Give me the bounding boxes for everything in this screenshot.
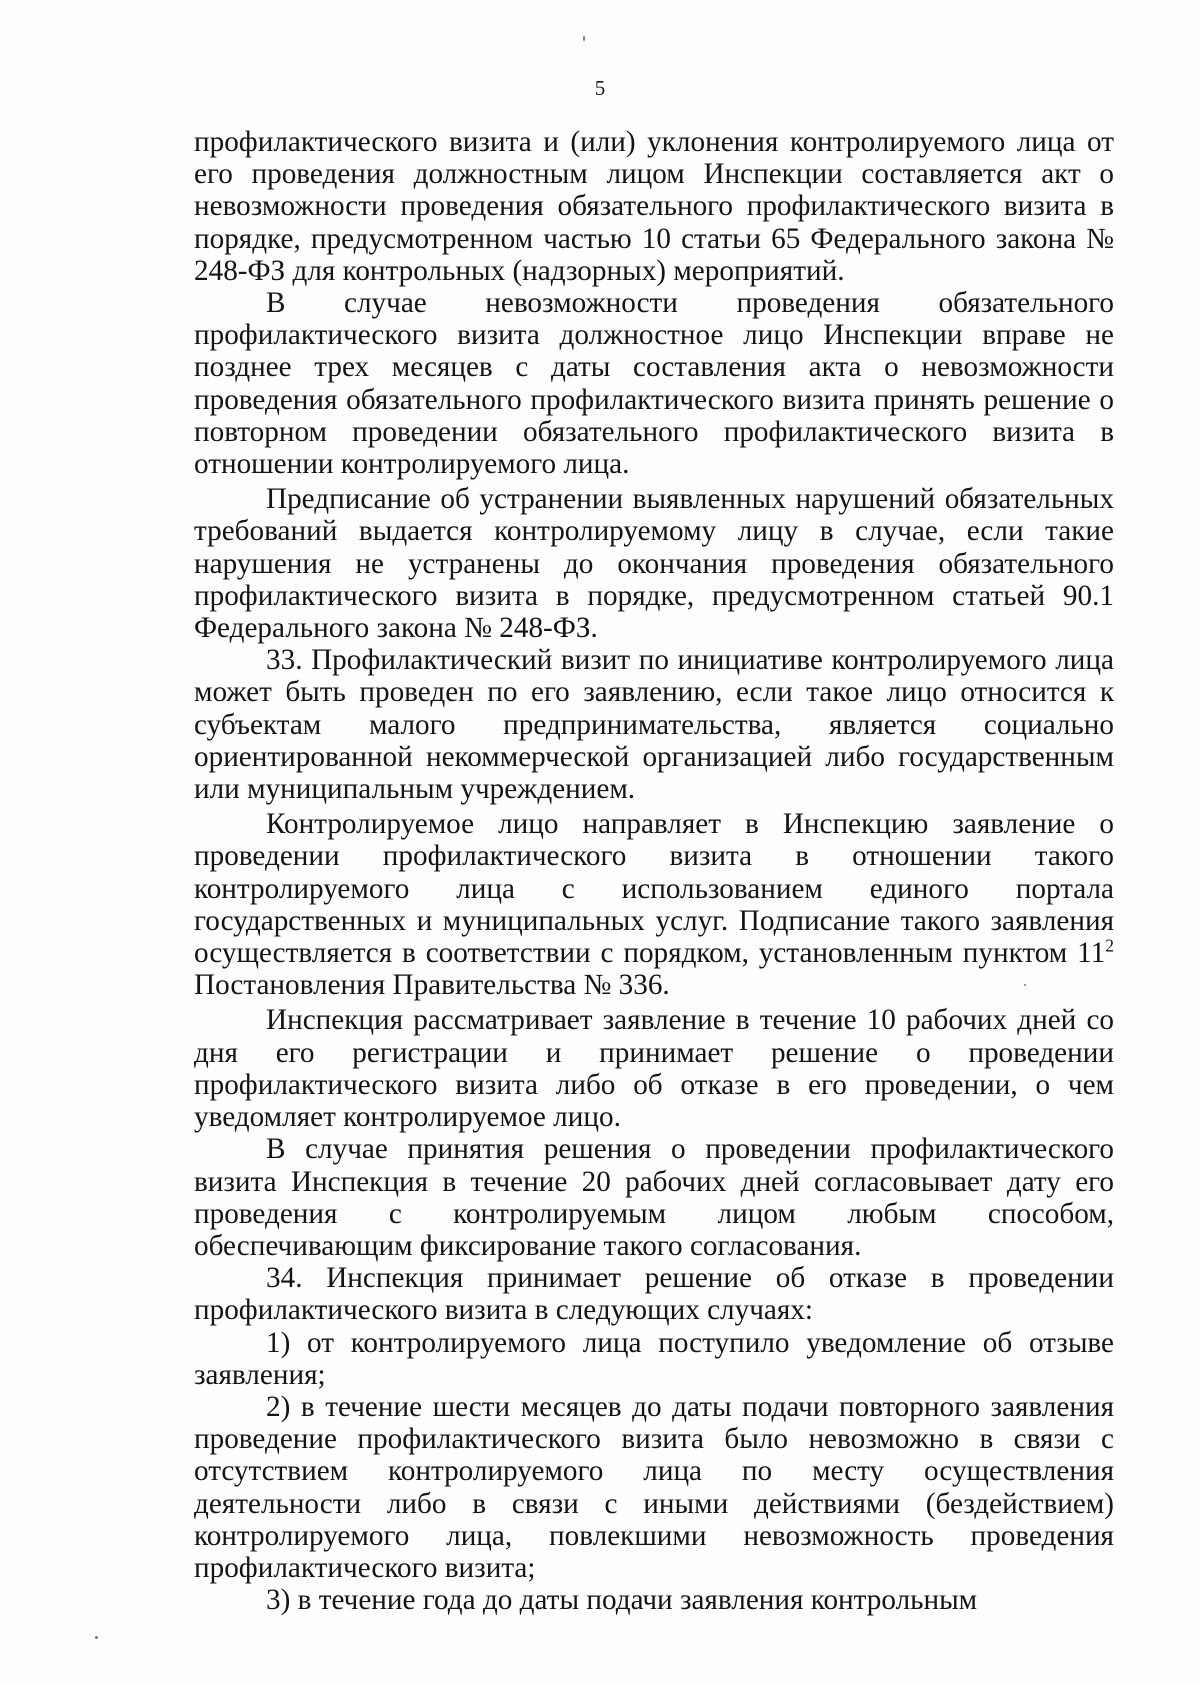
paragraph-text: Контролируемое лицо направляет в Инспекцию заявление о проведении профилактического визита в отношении такого контролируемого лица с использованием единого портала государственных и муниципальных услуг. Подписание такого заявления осуществляется в соответствии с порядком, установленным пунктом 11 <box>194 808 1114 970</box>
page-number: 5 <box>594 76 606 100</box>
paragraph-text: Постановления Правительства № 336. <box>194 969 670 1002</box>
paragraph: Предписание об устранении выявленных нарушений обязательных требований выдается контролируемому лицу в случае, если такие нарушения не устранены до окончания проведения обязательного профилактического визита в порядке, предусмотренном статьей 90.1 Федерального закона № 248-ФЗ. <box>194 483 1114 645</box>
paragraph <box>194 808 1114 1001</box>
scan-speck <box>583 36 585 41</box>
list-item: 2) в течение шести месяцев до даты подачи повторного заявления проведение профилактического визита было невозможно в связи с отсутствием контролируемого лица по месту осуществления деятельности либо в связи с иными действиями (бездействием) контролируемого лица, повлекшими невозможность проведения профилактического визита; <box>194 1390 1114 1584</box>
list-item: 1) от контролируемого лица поступило уведомление об отзыве заявления; <box>194 1326 1114 1391</box>
paragraph: Инспекция рассматривает заявление в течение 10 рабочих дней со дня его регистрации и принимает решение о проведении профилактического визита либо об отказе в его проведении, о чем уведомляет контролируемое лицо. <box>194 1004 1114 1134</box>
paragraph: В случае принятия решения о проведении профилактического визита Инспекция в течение 20 рабочих дней согласовывает дату его проведения с контролируемым лицом любым способом, обеспечивающим фиксирование такого согласования. <box>194 1133 1114 1262</box>
paragraph-continuation: профилактического визита и (или) уклонения контролируемого лица от его проведения должностным лицом Инспекции составляется акт о невозможности проведения обязательного профилактического визита в порядке, предусмотренном частью 10 статьи 65 Федерального закона № 248-ФЗ для контрольных (надзорных) мероприятий. <box>194 126 1114 287</box>
paragraph-item-34: 34. Инспекция принимает решение об отказе в проведении профилактического визита в следующих случаях: <box>194 1262 1114 1327</box>
scan-speck <box>95 1636 98 1639</box>
paragraph: В случае невозможности проведения обязательного профилактического визита должностное лицо Инспекции вправе не позднее трех месяцев с даты составления акта о невозможности проведения обязательного профилактического визита принять решение о повторном проведении обязательного профилактического визита в отношении контролируемого лица. <box>194 287 1114 481</box>
list-item: 3) в течение года до даты подачи заявления контрольным <box>266 1584 978 1617</box>
document-body <box>194 126 1114 1616</box>
paragraph-item-33: 33. Профилактический визит по инициативе контролируемого лица может быть проведен по его заявлению, если такое лицо относится к субъектам малого предпринимательства, является социально ориентированной некоммерческой организацией либо государственным или муниципальным учреждением. <box>194 644 1114 806</box>
superscript: 2 <box>1105 935 1114 956</box>
